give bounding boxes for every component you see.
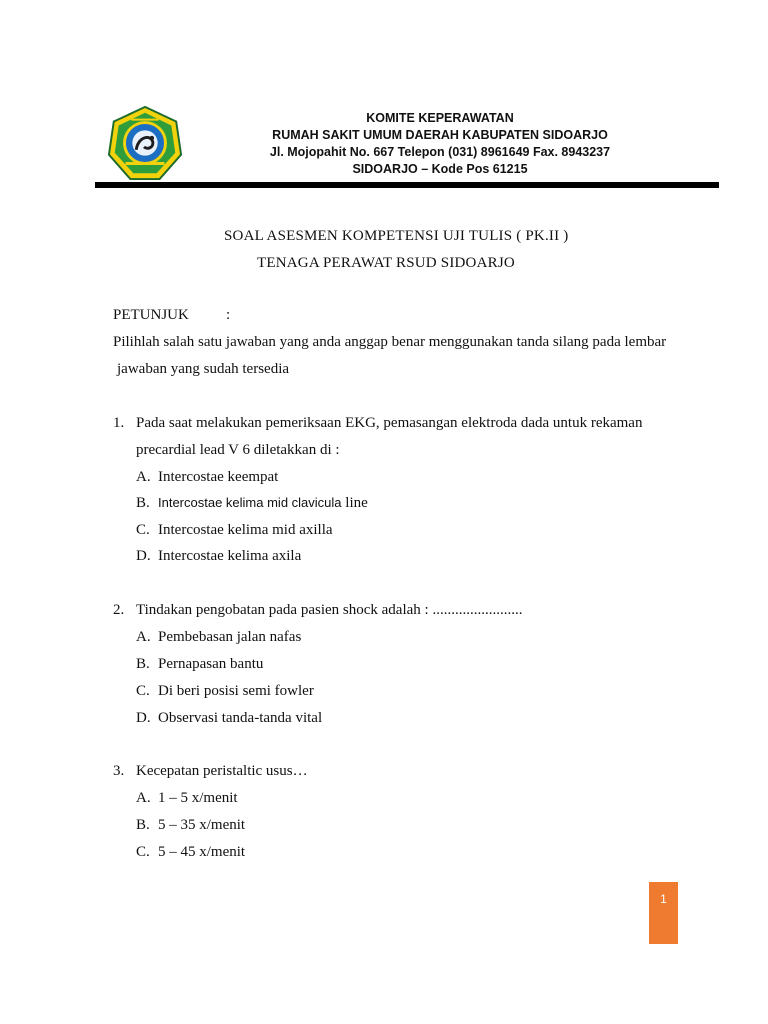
option-text-c: Di beri posisi semi fowler [158,683,314,699]
option-text-a: Pembebasan jalan nafas [158,629,302,645]
question-number: 3. [113,763,125,779]
option-letter-a: A. [136,790,151,806]
document-subtitle: TENAGA PERAWAT RSUD SIDOARJO [257,255,515,271]
question-text-line-2: precardial lead V 6 diletakkan di : [136,442,340,458]
option-letter-b: B. [136,656,150,672]
option-letter-c: C. [136,683,150,699]
option-letter-d: D. [136,548,151,564]
question-number: 2. [113,602,125,618]
letterhead-divider [95,182,719,188]
option-letter-b: B. [136,495,150,511]
option-text-c: 5 – 45 x/menit [158,844,246,860]
letterhead-committee: KOMITE KEPERAWATAN [366,111,514,125]
letterhead-address: Jl. Mojopahit No. 667 Telepon (031) 8961649 Fax. 8943237 [269,145,611,159]
option-text-a: Intercostae keempat [158,469,279,485]
question-text-line-1: Kecepatan peristaltic usus… [136,763,308,779]
page-number-badge [649,882,678,944]
letterhead-city: SIDOARJO – Kode Pos 61215 [352,162,528,176]
option-letter-a: A. [136,629,151,645]
letterhead [0,0,768,200]
option-text-d: Intercostae kelima axila [158,548,302,564]
instructions-text-line-1: Pilihlah salah satu jawaban yang anda anggap benar menggunakan tanda silang pada lembar [113,334,667,350]
sidoarjo-emblem-icon [106,104,184,182]
question-text-line-1: Tindakan pengobatan pada pasien shock adalah : ........................ [136,602,523,618]
option-text-b-part-2: line [341,495,368,511]
instructions-text-line-2: jawaban yang sudah tersedia [117,361,290,377]
option-letter-c: C. [136,522,150,538]
option-letter-a: A. [136,469,151,485]
option-text-c: Intercostae kelima mid axilla [158,522,333,538]
instructions-colon: : [226,307,231,323]
question-text-line-1: Pada saat melakukan pemeriksaan EKG, pemasangan elektroda dada untuk rekaman [136,415,643,431]
instructions-label: PETUNJUK [113,307,189,323]
option-text-d: Observasi tanda-tanda vital [158,710,323,726]
page-number: 1 [660,892,667,906]
option-letter-d: D. [136,710,151,726]
option-text-b [158,495,368,512]
option-text-a: 1 – 5 x/menit [158,790,238,806]
option-text-b-part-1: Intercostae kelima mid clavicula [158,495,342,510]
option-text-b: Pernapasan bantu [158,656,264,672]
option-letter-c: C. [136,844,150,860]
question-number: 1. [113,415,125,431]
option-text-b: 5 – 35 x/menit [158,817,246,833]
letterhead-hospital: RUMAH SAKIT UMUM DAERAH KABUPATEN SIDOARJO [272,128,608,142]
document-title: SOAL ASESMEN KOMPETENSI UJI TULIS ( PK.II ) [224,228,569,244]
option-letter-b: B. [136,817,150,833]
